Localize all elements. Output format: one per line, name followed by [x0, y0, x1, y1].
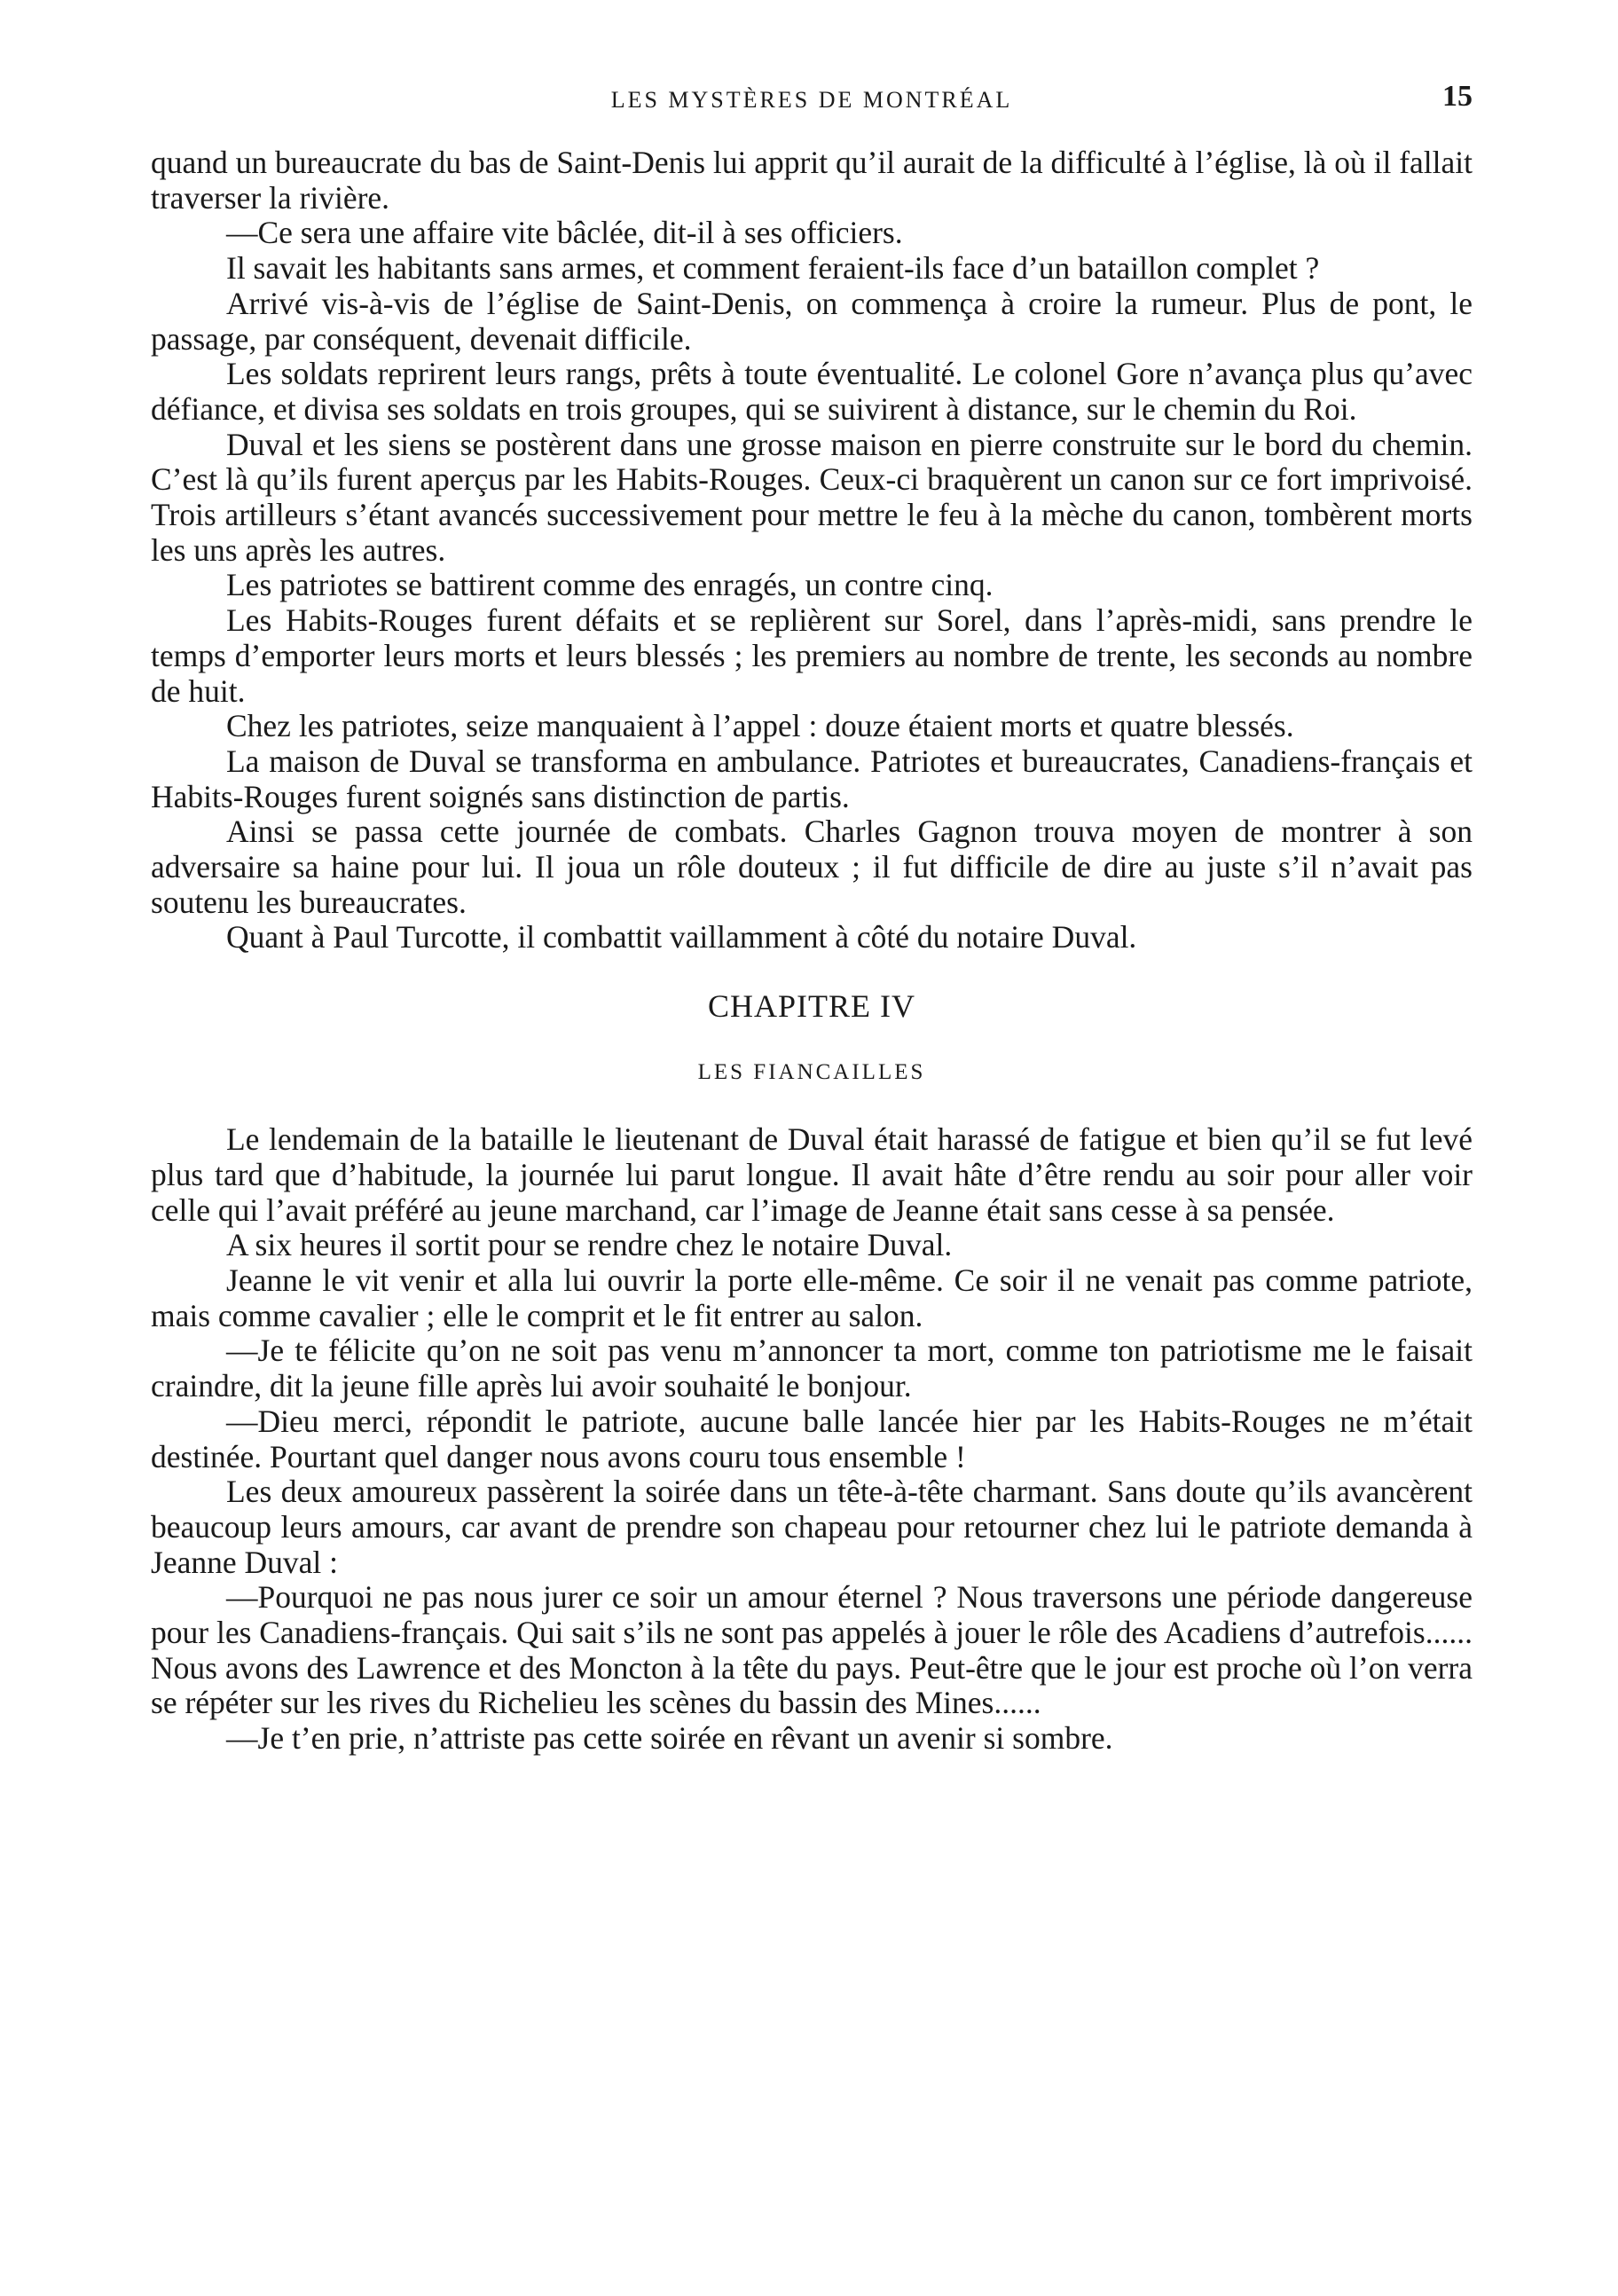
paragraph: quand un bureaucrate du bas de Saint-Denis lui apprit qu’il aurait de la difficulté à l’église, là où il fallait traverser la rivière.: [151, 145, 1473, 216]
paragraph: Les deux amoureux passèrent la soirée dans un tête-à-tête charmant. Sans doute qu’ils avancèrent beaucoup leurs amours, car avant de prendre son chapeau pour retourner chez lui le patriote demanda à Jeanne Duval :: [151, 1474, 1473, 1580]
paragraph: —Je te félicite qu’on ne soit pas venu m’annoncer ta mort, comme ton patriotisme me le faisait craindre, dit la jeune fille après lui avoir souhaité le bonjour.: [151, 1333, 1473, 1404]
page-header: [151, 80, 1473, 133]
paragraph: Quant à Paul Turcotte, il combattit vaillamment à côté du notaire Duval.: [226, 919, 1137, 955]
paragraph: Les Habits-Rouges furent défaits et se replièrent sur Sorel, dans l’après-midi, sans prendre le temps d’emporter leurs morts et leurs blessés ; les premiers au nombre de trente, les seconds au nombre de huit.: [151, 602, 1473, 709]
paragraph: Les soldats reprirent leurs rangs, prêts à toute éventualité. Le colonel Gore n’avança plus qu’avec défiance, et divisa ses soldats en trois groupes, qui se suivirent à distance, sur le chemin du Roi.: [151, 356, 1473, 427]
paragraph: La maison de Duval se transforma en ambulance. Patriotes et bureaucrates, Canadiens-français et Habits-Rouges furent soignés sans distinction de partis.: [151, 743, 1473, 814]
running-title: LES MYSTÈRES DE MONTRÉAL: [610, 87, 1013, 113]
page-number: 15: [1442, 80, 1473, 113]
section-one-text: [151, 145, 1473, 955]
paragraph: Le lendemain de la bataille le lieutenant de Duval était harassé de fatigue et bien qu’il se fut levé plus tard que d’habitude, la journée lui parut longue. Il avait hâte d’être rendu au soir pour aller voir celle qui l’avait préféré au jeune marchand, car l’image de Jeanne était sans cesse à sa pensée.: [151, 1121, 1473, 1228]
book-page: [151, 80, 1473, 2245]
paragraph: Chez les patriotes, seize manquaient à l’appel : douze étaient morts et quatre blessés.: [226, 708, 1294, 744]
paragraph: —Dieu merci, répondit le patriote, aucune balle lancée hier par les Habits-Rouges ne m’était destinée. Pourtant quel danger nous avons couru tous ensemble !: [151, 1403, 1473, 1474]
paragraph: —Ce sera une affaire vite bâclée, dit-il à ses officiers.: [226, 215, 903, 251]
paragraph: A six heures il sortit pour se rendre chez le notaire Duval.: [226, 1227, 953, 1263]
section-two-text: [151, 1122, 1473, 1757]
paragraph: —Pourquoi ne pas nous jurer ce soir un amour éternel ? Nous traversons une période dangereuse pour les Canadiens-français. Qui sait s’ils ne sont pas appelés à jouer le rôle des Acadiens d’autrefois...... Nous avons des Lawrence et des Moncton à la tête du pays. Peut-être que le jour est proche où l’on verra se répéter sur les rives du Richelieu les scènes du bassin des Mines......: [151, 1579, 1473, 1721]
chapter-subtitle: LES FIANCAILLES: [697, 1060, 926, 1085]
paragraph: Ainsi se passa cette journée de combats. Charles Gagnon trouva moyen de montrer à son adversaire sa haine pour lui. Il joua un rôle douteux ; il fut difficile de dire au juste s’il n’avait pas soutenu les bureaucrates.: [151, 814, 1473, 920]
paragraph: Il savait les habitants sans armes, et comment feraient-ils face d’un bataillon complet ?: [226, 250, 1320, 287]
paragraph: —Je t’en prie, n’attriste pas cette soirée en rêvant un avenir si sombre.: [226, 1720, 1113, 1757]
chapter-title: CHAPITRE IV: [708, 988, 915, 1025]
paragraph: Duval et les siens se postèrent dans une grosse maison en pierre construite sur le bord du chemin. C’est là qu’ils furent aperçus par les Habits-Rouges. Ceux-ci braquèrent un canon sur ce fort imprivoisé. Trois artilleurs s’étant avancés successivement pour mettre le feu à la mèche du canon, tombèrent morts les uns après les autres.: [151, 426, 1473, 568]
paragraph: Les patriotes se battirent comme des enragés, un contre cinq.: [226, 567, 994, 603]
paragraph: Jeanne le vit venir et alla lui ouvrir la porte elle-même. Ce soir il ne venait pas comme patriote, mais comme cavalier ; elle le comprit et le fit entrer au salon.: [151, 1262, 1473, 1333]
paragraph: Arrivé vis-à-vis de l’église de Saint-Denis, on commença à croire la rumeur. Plus de pont, le passage, par conséquent, devenait difficile.: [151, 285, 1473, 357]
